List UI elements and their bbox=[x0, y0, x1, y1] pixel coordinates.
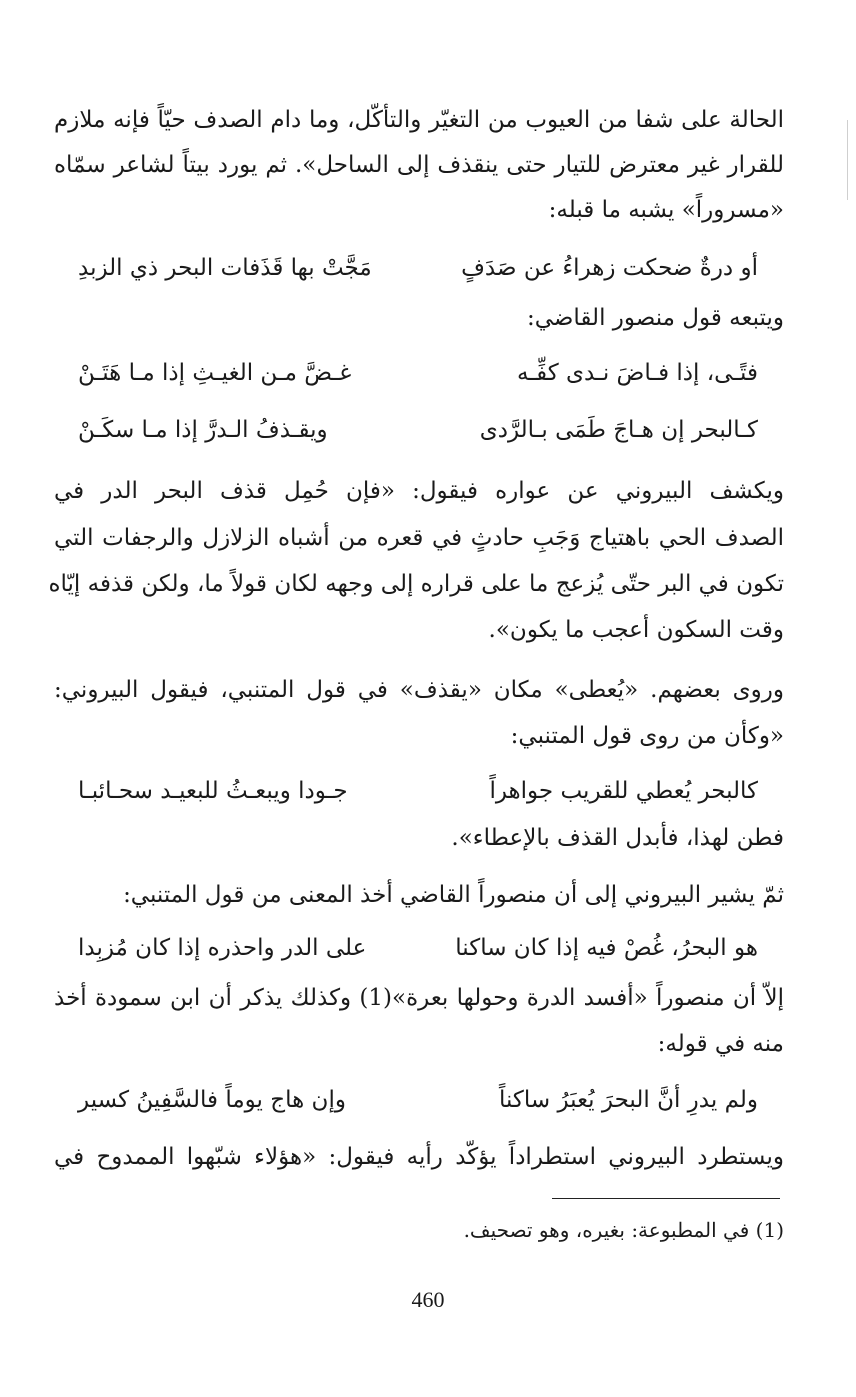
verse-line-2 bbox=[78, 353, 758, 393]
verse-hemistich-2: جـودا ويبعـثُ للبعيـد سحـائبـا bbox=[78, 778, 348, 804]
body-line-2: للقرار غير معترض للتيار حتى ينقذف إلى الساحل». ثم يورد بيتاً لشاعر سمّاه bbox=[54, 152, 784, 178]
verse-hemistich-1: هو البحرُ، غُصْ فيه إذا كان ساكنا bbox=[455, 935, 758, 961]
body-line-13: إلاّ أن منصوراً «أفسد الدرة وحولها بعرة»(1) وكذلك يذكر أن ابن سمودة أخذ bbox=[54, 985, 784, 1011]
body-line-12: ثمّ يشير البيروني إلى أن منصوراً القاضي أخذ المعنى من قول المتنبي: bbox=[123, 882, 784, 908]
verse-hemistich-1: أو درةٌ ضحكت زهراءُ عن صَدَفٍ bbox=[461, 255, 758, 281]
body-line-15: ويستطرد البيروني استطراداً يؤكّد رأيه فيقول: «هؤلاء شبّهوا الممدوح في bbox=[54, 1144, 784, 1170]
scan-edge-mark bbox=[847, 120, 848, 200]
verse-hemistich-2: مَجَّتْ بها قَذَفات البحر ذي الزبدِ bbox=[78, 255, 372, 281]
verse-hemistich-2: ويقـذفُ الـدرَّ إذا مـا سكَـنْ bbox=[78, 417, 328, 443]
footnote-rule bbox=[552, 1198, 780, 1199]
verse-hemistich-1: فتًـى، إذا فـاضَ نـدى كفِّـه bbox=[517, 360, 758, 386]
verse-hemistich-1: كالبحر يُعطي للقريب جواهراً bbox=[489, 778, 758, 804]
body-line-6: الصدف الحي باهتياج وَجَبِ حادثٍ في قعره من أشباه الزلازل والرجفات التي bbox=[54, 525, 784, 551]
footnote: (1) في المطبوعة: بغيره، وهو تصحيف. bbox=[463, 1218, 784, 1242]
body-line-14: منه في قوله: bbox=[657, 1031, 784, 1057]
body-line-9: وروى بعضهم. «يُعطى» مكان «يقذف» في قول المتنبي، فيقول البيروني: bbox=[54, 677, 784, 703]
body-line-8: وقت السكون أعجب ما يكون». bbox=[488, 617, 784, 643]
verse-hemistich-2: وإن هاج يوماً فالسَّفِينُ كسير bbox=[78, 1087, 346, 1113]
body-line-11: فطن لهذا، فأبدل القذف بالإعطاء». bbox=[451, 825, 784, 851]
verse-line-5 bbox=[78, 928, 758, 968]
verse-line-1 bbox=[78, 248, 758, 288]
body-line-7: تكون في البر حتّى يُزعج ما على قراره إلى وجهه لكان قولاً ما، ولكن قذفه إيّاه bbox=[48, 571, 784, 597]
verse-line-4 bbox=[78, 771, 758, 811]
body-line-5: ويكشف البيروني عن عواره فيقول: «فإن حُمِل قذف البحر الدر في bbox=[54, 478, 784, 504]
verse-hemistich-2: غـضَّ مـن الغيـثِ إذا مـا هَتَـنْ bbox=[78, 360, 352, 386]
verse-line-3 bbox=[78, 410, 758, 450]
verse-hemistich-2: على الدر واحذره إذا كان مُزبِدا bbox=[78, 935, 367, 961]
body-line-4: ويتبعه قول منصور القاضي: bbox=[526, 305, 784, 331]
page-number: 460 bbox=[411, 1287, 445, 1312]
body-line-3: «مسروراً» يشبه ما قبله: bbox=[548, 197, 784, 223]
verse-hemistich-1: ولم يدرِ أنَّ البحرَ يُعبَرُ ساكناً bbox=[498, 1087, 758, 1113]
body-line-10: «وكأن من روى قول المتنبي: bbox=[510, 723, 784, 749]
body-line-1: الحالة على شفا من العيوب من التغيّر والتأكّل، وما دام الصدف حيّاً فإنه ملازم bbox=[54, 107, 784, 133]
verse-line-6 bbox=[78, 1080, 758, 1120]
verse-hemistich-1: كـالبحر إن هـاجَ طَمَى بـالرَّدى bbox=[479, 417, 758, 443]
